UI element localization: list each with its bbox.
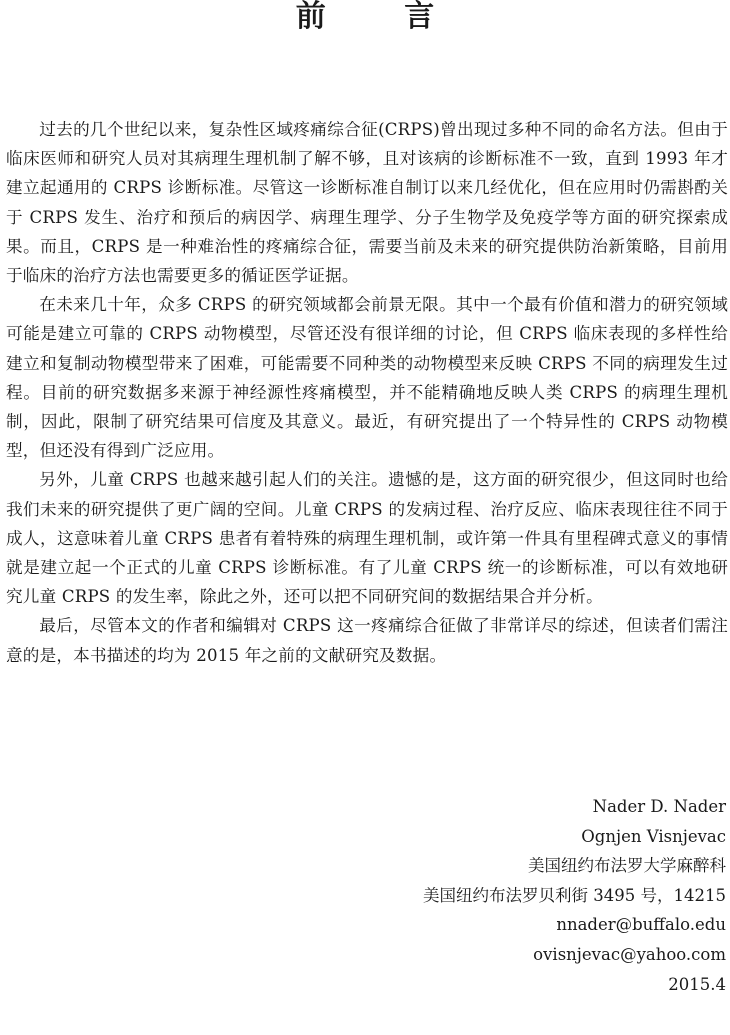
signature-block [423,792,726,999]
affiliation: 美国纽约布法罗大学麻醉科 [528,856,726,876]
email-1: nnader@buffalo.edu [556,915,726,935]
paragraph-4: 最后，尽管本文的作者和编辑对 CRPS 这一疼痛综合征做了非常详尽的综述，但读者们需注意的是，本书描述的均为 2015 年之前的文献研究及数据。 [6,616,728,665]
postal-address: 美国纽约布法罗贝利街 3495 号，14215 [423,885,726,905]
preface-body [6,115,728,670]
author-name-1: Nader D. Nader [592,797,726,816]
author-name-2: Ognjen Visnjevac [581,826,726,846]
paragraph-2: 在未来几十年，众多 CRPS 的研究领域都会前景无限。其中一个最有价值和潜力的研究领域可能是建立可靠的 CRPS 动物模型，尽管还没有很详细的讨论，但 CRPS 临床表现的多样性给建立和复制动物模型带来了困难，可能需要不同种类的动物模型来反映 CRPS 不同的病理发生过程。目前的研究数据多来源于神经源性疼痛模型，并不能精确地反映人类 CRPS 的病理生理机制，因此，限制了研究结果可信度及其意义。最近，有研究提出了一个特异性的 CRPS 动物模型，但还没有得到广泛应用。 [6,295,728,461]
email-2: ovisnjevac@yahoo.com [533,944,726,964]
paragraph-3: 另外，儿童 CRPS 也越来越引起人们的关注。遗憾的是，这方面的研究很少，但这同时也给我们未来的研究提供了更广阔的空间。儿童 CRPS 的发病过程、治疗反应、临床表现往往不同于成人，这意味着儿童 CRPS 患者有着特殊的病理生理机制，或许第一件具有里程碑式意义的事情就是建立起一个正式的儿童 CRPS 诊断标准。有了儿童 CRPS 统一的诊断标准，可以有效地研究儿童 CRPS 的发生率，除此之外，还可以把不同研究间的数据结果合并分析。 [6,470,728,607]
paragraph-1: 过去的几个世纪以来，复杂性区域疼痛综合征(CRPS)曾出现过多种不同的命名方法。但由于临床医师和研究人员对其病理生理机制了解不够，且对该病的诊断标准不一致，直到 1993 年才建立起通用的 CRPS 诊断标准。尽管这一诊断标准自制订以来几经优化，但在应用时仍需斟酌关于 CRPS 发生、治疗和预后的病因学、病理生理学、分子生物学及免疫学等方面的研究探索成果。而且，CRPS 是一种难治性的疼痛综合征，需要当前及未来的研究提供防治新策略，目前用于临床的治疗方法也需要更多的循证医学证据。 [6,120,728,286]
date: 2015.4 [668,974,726,994]
page-title: 前 言 [295,0,469,34]
